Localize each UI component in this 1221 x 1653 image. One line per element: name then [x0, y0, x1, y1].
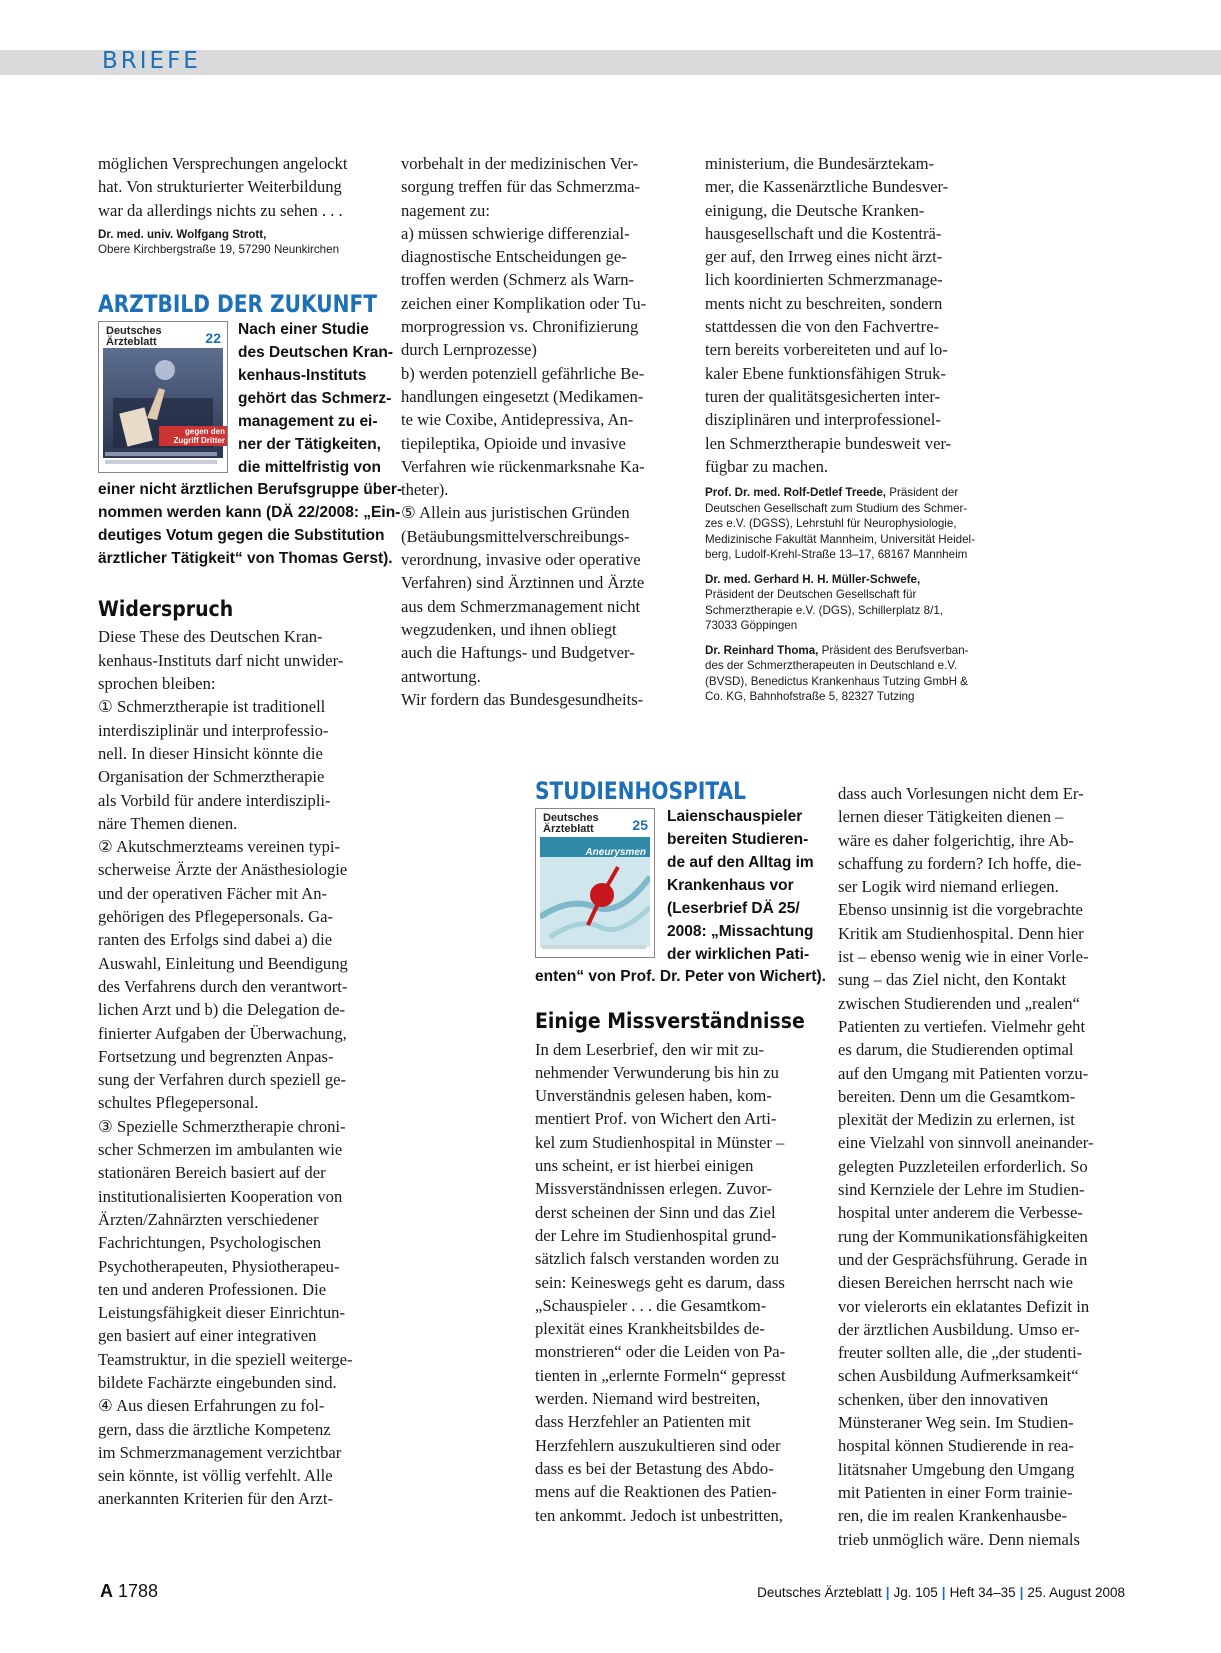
text-line: 2008: „Missachtung — [667, 923, 814, 941]
magazine-cover-25 — [535, 808, 655, 958]
text-line: schultes Pflegepersonal. — [98, 1093, 259, 1113]
body-missverstaendnisse — [535, 1038, 825, 1527]
text-line: disziplinären und interprofessionel- — [705, 410, 941, 430]
text-line: des Verfahrens durch den verantwort- — [98, 976, 348, 996]
text-line: war da allerdings nichts zu sehen . . . — [98, 200, 343, 220]
text-line: diagnostische Entscheidungen ge- — [401, 247, 627, 267]
text-line: mens auf die Reaktionen des Patien- — [535, 1482, 777, 1502]
text-line: nehmender Verwunderung bis hin zu — [535, 1062, 779, 1082]
text-line: ren, die im realen Krankenhausbe- — [838, 1506, 1067, 1526]
text-line: wäre es daher folgerichtig, ihre Ab- — [838, 830, 1074, 850]
article-heading-arztbild: ARZTBILD DER ZUKUNFT — [98, 289, 378, 318]
text-line: ③ Spezielle Schmerztherapie chroni- — [98, 1116, 346, 1136]
text-line: gehört das Schmerz- — [238, 390, 392, 408]
text-line: es darum, die Studierenden optimal — [838, 1040, 1074, 1060]
text-line: aus dem Schmerzmanagement nicht — [401, 596, 641, 616]
text-line: ger auf, den Irrweg eines nicht ärzt- — [705, 247, 943, 267]
text-line: hospital können Studierende in rea- — [838, 1436, 1074, 1456]
text-line: möglichen Versprechungen angelockt — [98, 154, 348, 173]
journal-date: 25. August 2008 — [1027, 1585, 1125, 1600]
text-line: len Schmerztherapie bundesweit ver- — [705, 433, 952, 453]
text-line: Missverständnissen erlegen. Zuvor- — [535, 1179, 772, 1199]
text-line: des Deutschen Kran- — [238, 344, 394, 362]
text-line: ten und anderen Professionen. Die — [98, 1279, 327, 1299]
signature-name: Dr. Reinhard Thoma, — [705, 643, 819, 657]
text-line: mit Patienten in einer Form trainie- — [838, 1482, 1073, 1502]
text-line: ① Schmerztherapie ist traditionell — [98, 697, 326, 717]
page-number: A 1788 — [100, 1581, 159, 1601]
text-line: dass auch Vorlesungen nicht dem Er- — [838, 784, 1084, 803]
signature-strott — [98, 227, 388, 258]
text-line: ministerium, die Bundesärztekam- — [705, 154, 935, 173]
text-line: „Schauspieler . . . die Gesamtkom- — [535, 1295, 767, 1315]
text-line: sung – das Ziel nicht, den Kontakt — [838, 970, 1067, 990]
text-line: theter). — [401, 480, 449, 500]
text-line: gen basiert auf einer integrativen — [98, 1326, 317, 1346]
text-line: ner der Tätigkeiten, — [238, 436, 381, 454]
text-line: Diese These des Deutschen Kran- — [98, 627, 323, 647]
text-line: finierter Aufgaben der Überwachung, — [98, 1023, 347, 1043]
cover-logo: Deutsches Ärzteblatt — [543, 812, 599, 836]
text-line: der ärztlichen Ausbildung. Umso er- — [838, 1319, 1080, 1339]
cover-logo: Deutsches Ärzteblatt — [106, 325, 162, 349]
text-line: anerkannten Kriterien für den Arzt- — [98, 1489, 333, 1509]
body-widerspruch-end — [705, 152, 995, 478]
journal-volume: Jg. 105 — [893, 1585, 938, 1600]
text-line: bildete Fachärzte eingebunden sind. — [98, 1372, 337, 1392]
footer-journal-info: Deutsches Ärzteblatt | Jg. 105 | Heft 34–35 | 25. August 2008 — [757, 1585, 1125, 1600]
text-line: ten ankommt. Jedoch ist unbestritten, — [535, 1505, 783, 1525]
text-line: Krankenhaus vor — [667, 877, 794, 895]
text-line: auch die Haftungs- und Budgetver- — [401, 643, 635, 663]
text-line: hat. Von strukturierter Weiterbildung — [98, 177, 342, 197]
text-line: plexität eines Krankheitsbildes de- — [535, 1319, 765, 1339]
text-line: Unverständnis gelesen haben, kom- — [535, 1086, 772, 1106]
text-line: stattdessen die von den Fachvertre- — [705, 317, 940, 337]
text-line: mentiert Prof. von Wichert den Arti- — [535, 1109, 777, 1129]
text-line: kenhaus-Instituts darf nicht unwider- — [98, 650, 344, 670]
text-line: Wir fordern das Bundesgesundheits- — [401, 689, 644, 709]
text-line: dass Herzfehler an Patienten mit — [535, 1412, 751, 1432]
column-5 — [838, 782, 1128, 1551]
text-line: einer nicht ärztlichen Berufsgruppe über- — [98, 481, 403, 499]
text-line: ments nicht zu beschreiten, sondern — [705, 293, 943, 313]
text-line: nommen werden kann (DÄ 22/2008: „Ein- — [98, 504, 401, 522]
text-line: de auf den Alltag im — [667, 854, 814, 872]
text-line: werden. Niemand wird bestreiten, — [535, 1389, 761, 1409]
text-line: sung der Verfahren durch speziell ge- — [98, 1070, 347, 1090]
text-line: sind Kernziele der Lehre im Studien- — [838, 1180, 1085, 1200]
text-line: Laienschauspieler — [667, 808, 803, 826]
teaser-lines-full — [535, 965, 825, 988]
column-4 — [535, 777, 826, 1527]
text-line: kel zum Studienhospital in Münster – — [535, 1132, 785, 1152]
journal-name: Deutsches Ärzteblatt — [757, 1585, 882, 1600]
text-line: plexität der Medizin zu erlernen, ist — [838, 1110, 1075, 1130]
text-line: lernen dieser Tätigkeiten dienen – — [838, 807, 1064, 827]
text-line: zwischen Studierenden und „realen“ — [838, 993, 1080, 1013]
text-line: sorgung treffen für das Schmerzma- — [401, 177, 640, 197]
section-title: BRIEFE — [102, 48, 201, 74]
text-line: kenhaus-Instituts — [238, 367, 367, 385]
signature-mueller-schwefe: Dr. med. Gerhard H. H. Müller-Schwefe, Präsident der Deutschen Gesellschaft für Schmerztherapie e.V. (DGS), Schillerplatz 8/1, 73033 Göppingen — [705, 572, 943, 633]
text-line: management zu ei- — [238, 413, 378, 431]
text-line: a) müssen schwierige differenzial- — [401, 223, 630, 243]
text-line: näre Themen dienen. — [98, 813, 238, 833]
text-line: Psychotherapeuten, Physiotherapeu- — [98, 1256, 340, 1276]
text-line: und der Gesprächsführung. Gerade in — [838, 1249, 1088, 1269]
text-line: Ärzten/Zahnärzten verschiedener — [98, 1209, 319, 1229]
signature-treede: Prof. Dr. med. Rolf-Detlef Treede, Präsident der Deutschen Gesellschaft zum Studium des Schmer- zes e.V. (DGSS), Lehrstuhl für Neurophysiologie, Medizinische Fakultät Mannheim, Universität Heidel- berg, Ludolf-Krehl-Straße 13–17, 68167 Mannheim — [705, 486, 975, 562]
text-line: diesen Bereichen herrscht nach wie — [838, 1273, 1073, 1293]
column-3 — [705, 152, 995, 705]
text-line: interdisziplinär und interprofessio- — [98, 720, 329, 740]
text-line: handlungen eingesetzt (Medikamen- — [401, 386, 644, 406]
text-line: (Betäubungsmittelverschreibungs- — [401, 526, 630, 546]
text-line: gehörigen des Pflegepersonals. Ga- — [98, 907, 334, 927]
text-line: Patienten zu vertiefen. Vielmehr geht — [838, 1016, 1086, 1036]
subheading-missverstaendnisse: Einige Missverständnisse — [535, 1009, 805, 1034]
intro-text — [98, 152, 388, 222]
text-line: kaler Ebene funktionsfähigen Struk- — [705, 363, 946, 383]
text-line: sprochen bleiben: — [98, 674, 216, 694]
text-line: auf den Umgang mit Patienten vorzu- — [838, 1063, 1089, 1083]
text-line: freuter sollten alle, die „der studenti- — [838, 1343, 1083, 1363]
text-line: zeichen einer Komplikation oder Tu- — [401, 293, 647, 313]
text-line: te wie Coxibe, Antidepressiva, An- — [401, 410, 634, 430]
text-line: ④ Aus diesen Erfahrungen zu fol- — [98, 1396, 325, 1416]
text-line: bereiten Studieren- — [667, 831, 809, 849]
text-line: bereiten. Denn um die Gesamtkom- — [838, 1086, 1076, 1106]
text-line: enten“ von Prof. Dr. Peter von Wichert). — [535, 968, 826, 986]
text-line: lich koordinierten Schmerzmanage- — [705, 270, 943, 290]
signature-thoma: Dr. Reinhard Thoma, Präsident des Berufsverban- des der Schmerztherapeuten in Deutschland e.V. (BVSD), Benedictus Krankenhaus Tutzing GmbH & Co. KG, Bahnhofstraße 5, 82327 Tutzing — [705, 643, 969, 704]
text-line: als Vorbild für andere interdiszipli- — [98, 790, 331, 810]
text-line: tern bereits vorbereiteten und auf lo- — [705, 340, 948, 360]
signature-name: Dr. med. Gerhard H. H. Müller-Schwefe, — [705, 572, 921, 586]
subheading-widerspruch: Widerspruch — [98, 597, 234, 622]
text-line: institutionalisierten Kooperation von — [98, 1186, 343, 1206]
text-line: Verfahren wie rückenmarksnahe Ka- — [401, 456, 645, 476]
signature-address: Obere Kirchbergstraße 19, 57290 Neunkirchen — [98, 243, 340, 257]
signature-name: Dr. med. univ. Wolfgang Strott, — [98, 227, 267, 241]
text-line: Organisation der Schmerztherapie — [98, 767, 325, 787]
text-line: die mittelfristig von — [238, 459, 381, 477]
text-line: fügbar zu machen. — [705, 456, 829, 476]
text-line: deutiges Votum gegen die Substitution — [98, 527, 385, 545]
text-line: antwortung. — [401, 666, 481, 686]
text-line: schaffung zu fordern? Ich hoffe, die- — [838, 853, 1082, 873]
text-line: Fachrichtungen, Psychologischen — [98, 1233, 322, 1253]
text-line: morprogression vs. Chronifizierung — [401, 317, 639, 337]
text-line: verordnung, invasive oder operative — [401, 550, 641, 570]
text-line: und der operativen Fächer mit An- — [98, 883, 328, 903]
text-line: sein: Keineswegs geht es darum, dass — [535, 1272, 785, 1292]
body-widerspruch — [98, 625, 388, 1510]
text-line: litätsnaher Umgebung den Umgang — [838, 1459, 1075, 1479]
text-line: scher Schmerzen im ambulanten wie — [98, 1140, 343, 1160]
text-line: schenken, über den innovativen — [838, 1389, 1049, 1409]
signature-name: Prof. Dr. med. Rolf-Detlef Treede, — [705, 486, 887, 500]
text-line: derst scheinen der Sinn und das Ziel — [535, 1202, 776, 1222]
text-line: Fortsetzung und begrenzten Anpas- — [98, 1046, 334, 1066]
text-line: scherweise Ärzte der Anästhesiologie — [98, 860, 348, 880]
text-line: hospital unter anderem die Verbesse- — [838, 1203, 1083, 1223]
article-heading-studienhospital: STUDIENHOSPITAL — [535, 777, 746, 805]
text-line: Leistungsfähigkeit dieser Einrichtun- — [98, 1303, 345, 1323]
text-line: vor vielerorts ein eklatantes Defizit in — [838, 1296, 1090, 1316]
text-line: Teamstruktur, in die speziell weiterge- — [98, 1349, 353, 1369]
text-line: ⑤ Allein aus juristischen Gründen — [401, 503, 630, 523]
text-line: eine Vielzahl von sinnvoll aneinander- — [838, 1133, 1094, 1153]
text-line: der Lehre im Studienhospital grund- — [535, 1225, 777, 1245]
text-line: gelegten Puzzleteilen erforderlich. So — [838, 1156, 1088, 1176]
text-line: troffen werden (Schmerz als Warn- — [401, 270, 635, 290]
text-line: dass es bei der Betastung des Abdo- — [535, 1458, 774, 1478]
text-line: durch Lernprozesse) — [401, 340, 537, 360]
text-line: trieb unmöglich wäre. Denn niemals — [838, 1529, 1080, 1549]
text-line: stationären Bereich basiert auf der — [98, 1163, 326, 1183]
text-line: tiepileptika, Opioide und invasive — [401, 433, 626, 453]
teaser-studienhospital — [535, 805, 825, 988]
cover-issue-number: 22 — [205, 330, 221, 347]
teaser-lines-full — [98, 478, 403, 570]
text-line: schen Ausbildung Aufmerksamkeit“ — [838, 1366, 1079, 1386]
text-line: nagement zu: — [401, 200, 490, 220]
text-line: lichen Arzt und b) die Delegation de- — [98, 1000, 345, 1020]
column-2 — [401, 152, 686, 711]
text-line: gern, dass die ärztliche Kompetenz — [98, 1419, 331, 1439]
text-line: hausgesellschaft und die Kostenträ- — [705, 223, 942, 243]
body-missverstaendnisse-continued — [838, 782, 1128, 1551]
text-line: Münsteraner Weg sein. Im Studien- — [838, 1413, 1074, 1433]
text-line: vorbehalt in der medizinischen Ver- — [401, 154, 639, 173]
magazine-cover-22 — [98, 321, 228, 473]
text-line: nell. In dieser Hinsicht könnte die — [98, 743, 323, 763]
text-line: In dem Leserbrief, den wir mit zu- — [535, 1039, 764, 1059]
text-line: Nach einer Studie — [238, 321, 369, 339]
text-line: einigung, die Deutsche Kranken- — [705, 200, 925, 220]
text-line: im Schmerzmanagement verzichtbar — [98, 1442, 342, 1462]
text-line: uns scheint, er ist hierbei einigen — [535, 1156, 754, 1176]
text-line: rung der Kommunikationsfähigkeiten — [838, 1226, 1088, 1246]
cover-issue-number: 25 — [632, 817, 648, 834]
column-1 — [98, 152, 403, 1511]
text-line: sein könnte, ist völlig verfehlt. Alle — [98, 1466, 333, 1486]
text-line: Auswahl, Einleitung und Beendigung — [98, 953, 348, 973]
cover-caption: Aneurysmen — [585, 847, 646, 859]
text-line: Herzfehlern auszukultieren sind oder — [535, 1435, 781, 1455]
text-line: wegzudenken, und ihnen obliegt — [401, 619, 617, 639]
text-line: (Leserbrief DÄ 25/ — [667, 900, 800, 918]
journal-issue: Heft 34–35 — [949, 1585, 1016, 1600]
text-line: tienten in „erlernte Formeln“ gepresst — [535, 1365, 786, 1385]
text-line: ärztlicher Tätigkeit“ von Thomas Gerst). — [98, 550, 393, 568]
teaser-arztbild — [98, 318, 403, 570]
text-line: mer, die Kassenärztliche Bundesver- — [705, 177, 949, 197]
text-line: ② Akutschmerzteams vereinen typi- — [98, 837, 341, 857]
text-line: ser Logik wird niemand erliegen. — [838, 877, 1059, 897]
text-line: monstrieren“ oder die Leiden von Pa- — [535, 1342, 786, 1362]
body-widerspruch-continued — [401, 152, 686, 711]
text-line: der wirklichen Pati- — [667, 946, 810, 964]
text-line: Kritik am Studienhospital. Denn hier — [838, 923, 1084, 943]
text-line: ranten des Erfolgs sind dabei a) die — [98, 930, 333, 950]
text-line: b) werden potenziell gefährliche Be- — [401, 363, 645, 383]
text-line: turen der qualitätsgesicherten inter- — [705, 386, 941, 406]
cover-caption: gegen den Zugriff Dritter — [159, 426, 227, 446]
text-line: ist – ebenso wenig wie in einer Vorle- — [838, 947, 1089, 967]
text-line: sätzlich falsch verstanden worden zu — [535, 1249, 780, 1269]
text-line: Verfahren) sind Ärztinnen und Ärzte — [401, 573, 645, 593]
text-line: Ebenso unsinnig ist die vorgebrachte — [838, 900, 1083, 920]
